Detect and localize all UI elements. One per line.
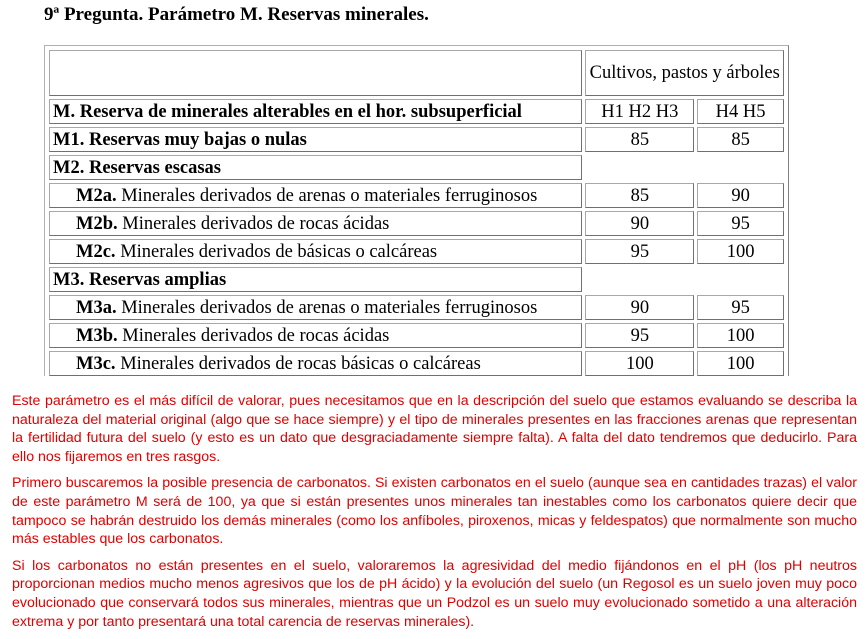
header-empty-cell: [49, 50, 582, 96]
paragraph: Primero buscaremos la posible presencia de carbonatos. Si existen carbonatos en el suelo (aunque sea en cantidades trazas) el valor de este parámetro M será de 100, ya que si están presentes unos minerales tan inestables como los carbonatos quiere decir que tampoco se habrán destruido los demás minerales (como los anfíboles, piroxenos, micas y feldespatos) que normalmente son mucho más estables que los carbonatos.: [12, 475, 857, 548]
value-h1h2h3: 90: [585, 295, 694, 320]
value-h1h2h3: 90: [585, 211, 694, 236]
empty-cell: [697, 155, 784, 180]
col-h1h2h3: H1 H2 H3: [585, 99, 694, 124]
table-row: [49, 295, 784, 320]
row-text: Minerales derivados de rocas ácidas: [117, 213, 390, 234]
col-h4h5: H4 H5: [697, 99, 784, 124]
table-row: [49, 267, 784, 292]
row-text: Reservas escasas: [84, 157, 222, 178]
row-label: [49, 351, 582, 376]
table-row: [49, 155, 784, 180]
table-row: [49, 351, 784, 376]
table-row: [49, 127, 784, 152]
page-title: 9ª Pregunta. Parámetro M. Reservas minerales.: [44, 4, 429, 25]
row-code: M2b.: [76, 213, 118, 234]
row-label: [49, 127, 582, 152]
table-header-row: [49, 50, 784, 96]
header-label: M. Reserva de minerales alterables en el hor. subsuperficial: [49, 99, 582, 124]
value-h4h5: 85: [697, 127, 784, 152]
empty-cell: [585, 155, 694, 180]
value-h1h2h3: 85: [585, 127, 694, 152]
row-code: M1.: [53, 129, 85, 150]
row-label: [49, 295, 582, 320]
row-label: [49, 239, 582, 264]
row-text: Minerales derivados de básicas o calcáreas: [115, 241, 438, 262]
row-text: Minerales derivados de rocas ácidas: [117, 325, 390, 346]
header-group: Cultivos, pastos y árboles: [585, 50, 784, 96]
table-row: [49, 211, 784, 236]
paragraph: Si los carbonatos no están presentes en el suelo, valoraremos la agresividad del medio fijándonos en el pH (los pH neutros proporcionan medios mucho menos agresivos que los de pH ácido) y la evolución del suelo (un Regosol es un suelo joven muy poco evolucionado que conservará todos sus minerales, mientras que un Podzol es un suelo muy evolucionado sometido a una alteración extrema y por tanto presentará una total carencia de reservas minerales).: [12, 557, 857, 630]
explanation-text: [12, 392, 857, 639]
row-text: Reservas muy bajas o nulas: [84, 129, 307, 150]
row-text: Minerales derivados de rocas básicas o calcáreas: [115, 353, 481, 374]
table-row: [49, 323, 784, 348]
value-h4h5: 90: [697, 183, 784, 208]
paragraph: Este parámetro es el más difícil de valorar, pues necesitamos que en la descripción del suelo que estamos evaluando se describa la naturaleza del material original (algo que se hace siempre) y el tipo de minerales presentes en las fracciones arenas que representan la fertilidad futura del suelo (y esto es un dato que desgraciadamente siempre falta). A falta del dato tendremos que deducirlo. Para ello nos fijaremos en tres rasgos.: [12, 393, 857, 465]
row-label: [49, 183, 582, 208]
value-h4h5: 95: [697, 295, 784, 320]
empty-cell: [585, 267, 694, 292]
row-code: M2c.: [76, 241, 116, 262]
row-code: M3c.: [76, 353, 116, 374]
row-code: M3.: [53, 269, 85, 290]
row-code: M2a.: [76, 185, 117, 206]
value-h1h2h3: 100: [585, 351, 694, 376]
table-row: [49, 239, 784, 264]
table-subheader-row: [49, 99, 784, 124]
value-h1h2h3: 85: [585, 183, 694, 208]
minerals-table: [44, 45, 789, 376]
row-code: M2.: [53, 157, 85, 178]
row-label: [49, 323, 582, 348]
value-h4h5: 100: [697, 323, 784, 348]
table-row: [49, 183, 784, 208]
row-code: M3b.: [76, 325, 118, 346]
value-h4h5: 100: [697, 239, 784, 264]
row-text: Reservas amplias: [84, 269, 227, 290]
row-label: [49, 267, 582, 292]
value-h1h2h3: 95: [585, 239, 694, 264]
row-label: [49, 155, 582, 180]
row-label: [49, 211, 582, 236]
value-h4h5: 95: [697, 211, 784, 236]
value-h1h2h3: 95: [585, 323, 694, 348]
value-h4h5: 100: [697, 351, 784, 376]
empty-cell: [697, 267, 784, 292]
row-code: M3a.: [76, 297, 117, 318]
row-text: Minerales derivados de arenas o materiales ferruginosos: [116, 185, 538, 206]
row-text: Minerales derivados de arenas o materiales ferruginosos: [116, 297, 538, 318]
